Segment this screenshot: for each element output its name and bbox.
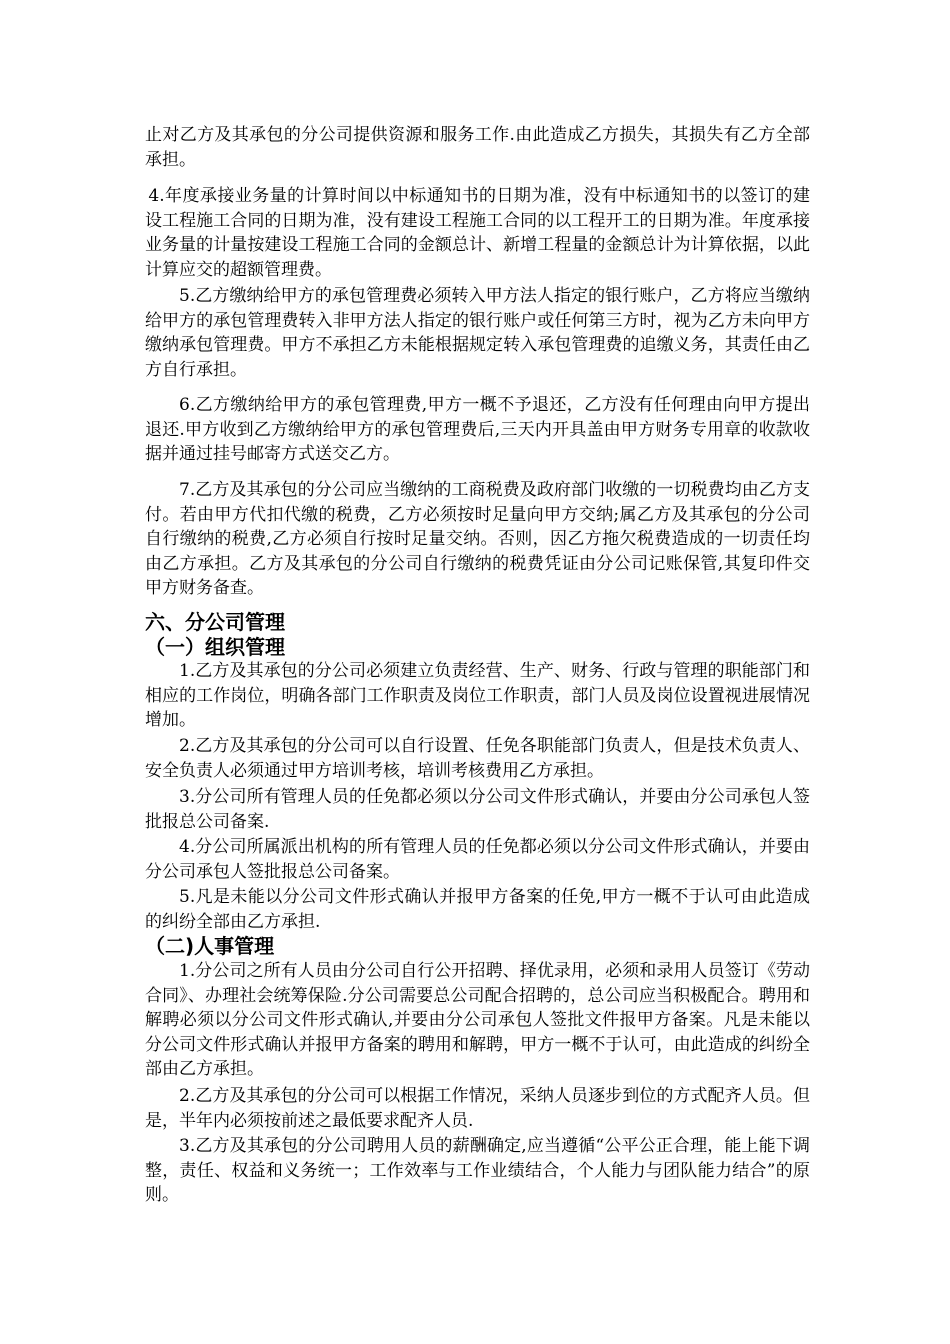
org-item-2: 2.乙方及其承包的分公司可以自行设置、任免各职能部门负责人，但是技术负责人、安全负责人必须通过甲方培训考核，培训考核费用乙方承担。 xyxy=(145,736,810,781)
personnel-item-2: 2.乙方及其承包的分公司可以根据工作情况，采纳人员逐步到位的方式配齐人员。但是，半年内必须按前述之最低要求配齐人员. xyxy=(145,1086,810,1131)
paragraph-item-4: 4.年度承接业务量的计算时间以中标通知书的日期为准，没有中标通知书的以签订的建设工程施工合同的日期为准，没有建设工程施工合同的以工程开工的日期为准。年度承接业务量的计量按建设工程施工合同的金额总计、新增工程量的金额总计为计算依据，以此计算应交的超额管理费。 xyxy=(145,186,810,280)
paragraph-item-5: 5.乙方缴纳给甲方的承包管理费必须转入甲方法人指定的银行账户，乙方将应当缴纳给甲方的承包管理费转入非甲方法人指定的银行账户或任何第三方时，视为乙方未向甲方缴纳承包管理费。甲方不承担乙方未能根据规定转入承包管理费的追缴义务，其责任由乙方自行承担。 xyxy=(145,286,810,380)
personnel-item-3: 3.乙方及其承包的分公司聘用人员的薪酬确定,应当遵循“公平公正合理，能上能下调整，责任、权益和义务统一；工作效率与工作业绩结合，个人能力与团队能力结合”的原则。 xyxy=(145,1136,810,1205)
paragraph-continuation: 止对乙方及其承包的分公司提供资源和服务工作.由此造成乙方损失，其损失有乙方全部承担。 xyxy=(145,125,810,170)
subsection-heading-personnel: （二)人事管理 xyxy=(145,934,275,958)
subsection-heading-organization: （一）组织管理 xyxy=(145,635,285,659)
paragraph-item-6: 6.乙方缴纳给甲方的承包管理费,甲方一概不予退还，乙方没有任何理由向甲方提出退还.甲方收到乙方缴纳给甲方的承包管理费后,三天内开具盖由甲方财务专用章的收款收据并通过挂号邮寄方式送交乙方。 xyxy=(145,395,810,464)
org-item-1: 1.乙方及其承包的分公司必须建立负责经营、生产、财务、行政与管理的职能部门和相应的工作岗位，明确各部门工作职责及岗位工作职责，部门人员及岗位设置视进展情况增加。 xyxy=(145,661,810,730)
org-item-3: 3.分公司所有管理人员的任免都必须以分公司文件形式确认，并要由分公司承包人签批报总公司备案. xyxy=(145,787,810,832)
section-heading-6: 六、分公司管理 xyxy=(145,610,285,634)
paragraph-item-7: 7.乙方及其承包的分公司应当缴纳的工商税费及政府部门收缴的一切税费均由乙方支付。若由甲方代扣代缴的税费，乙方必须按时足量向甲方交纳;属乙方及其承包的分公司自行缴纳的税费,乙方必须自行按时足量交纳。否则，因乙方拖欠税费造成的一切责任均由乙方承担。乙方及其承包的分公司自行缴纳的税费凭证由分公司记账保管,其复印件交甲方财务备查。 xyxy=(145,480,810,598)
personnel-item-1: 1.分公司之所有人员由分公司自行公开招聘、择优录用，必须和录用人员签订《劳动合同》、办理社会统筹保险.分公司需要总公司配合招聘的，总公司应当积极配合。聘用和解聘必须以分公司文件形式确认,并要由分公司承包人签批文件报甲方备案。凡是未能以分公司文件形式确认并报甲方备案的聘用和解聘，甲方一概不于认可，由此造成的纠纷全部由乙方承担。 xyxy=(145,961,810,1079)
org-item-4: 4.分公司所属派出机构的所有管理人员的任免都必须以分公司文件形式确认，并要由分公司承包人签批报总公司备案。 xyxy=(145,837,810,882)
org-item-5: 5.凡是未能以分公司文件形式确认并报甲方备案的任免,甲方一概不于认可由此造成的纠纷全部由乙方承担. xyxy=(145,887,810,932)
